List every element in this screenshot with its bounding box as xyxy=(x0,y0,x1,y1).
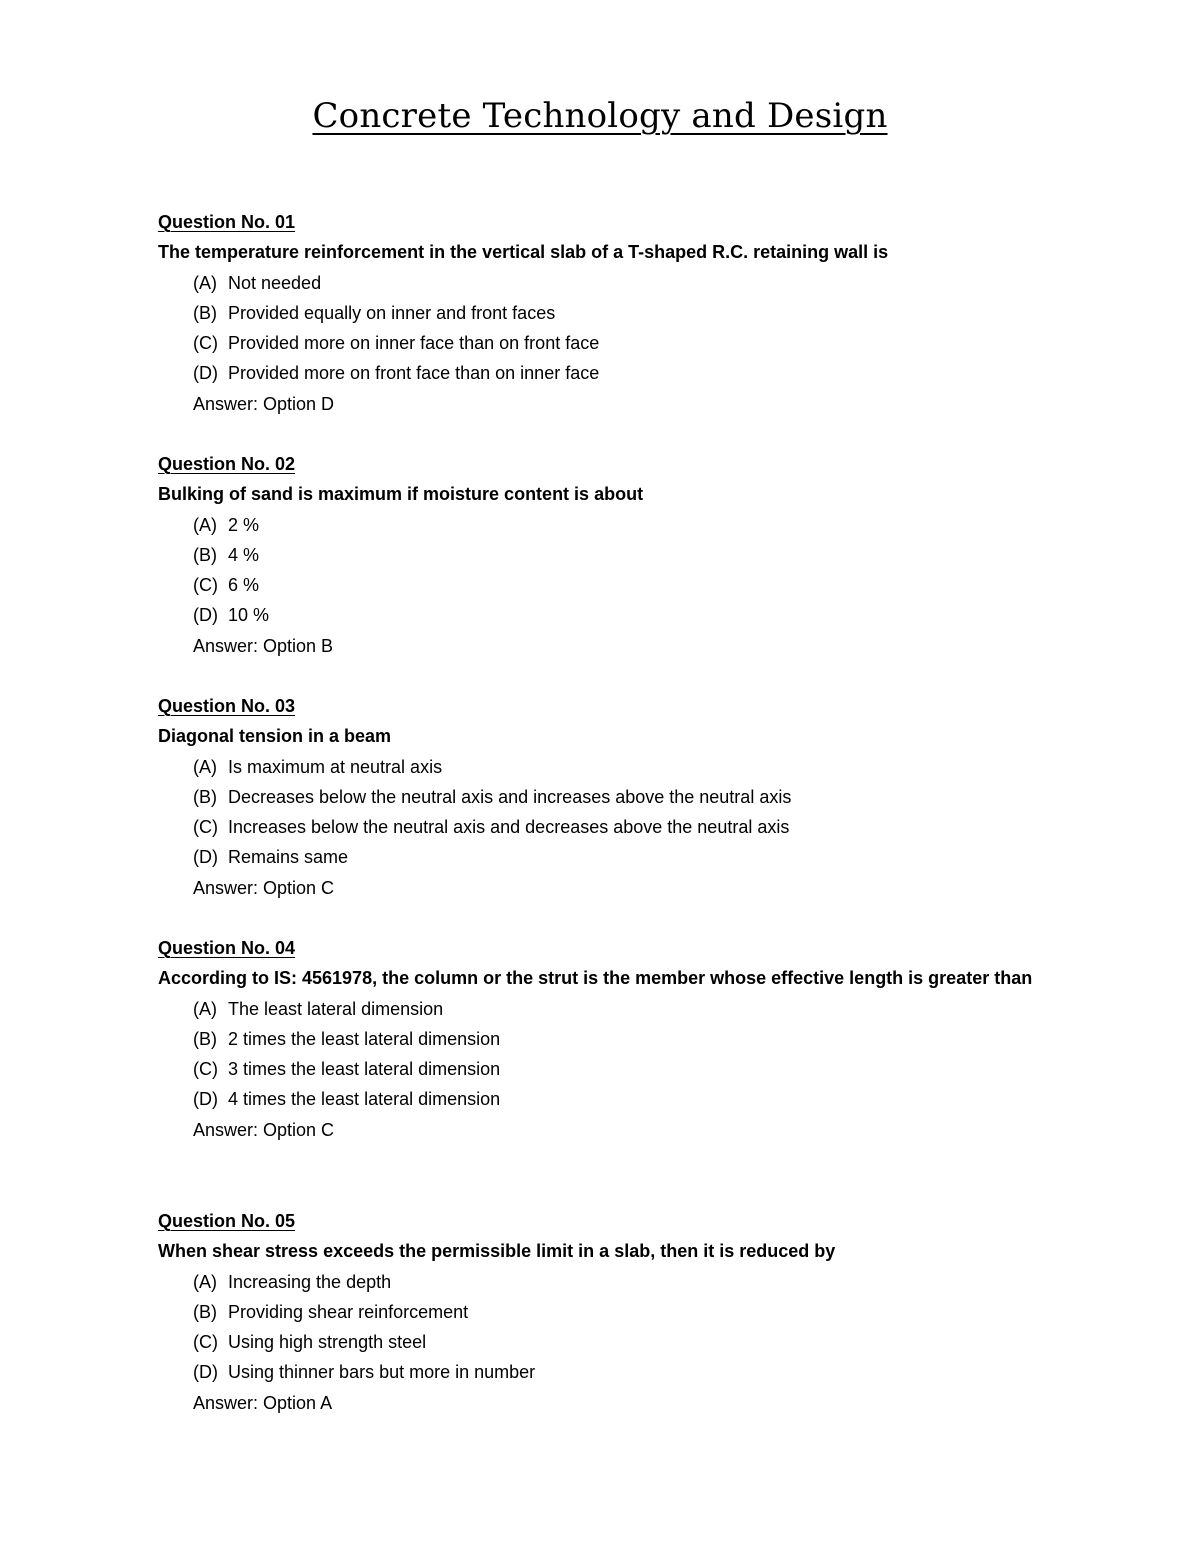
option-text: 10 % xyxy=(228,605,270,626)
option-text: 4 % xyxy=(228,544,260,565)
option-c xyxy=(158,812,1058,842)
answer-line: Answer: Option D xyxy=(193,393,335,414)
question-text: Bulking of sand is maximum if moisture content is about xyxy=(158,484,644,505)
answer-line: Answer: Option C xyxy=(193,877,335,898)
question-text: According to IS: 4561978, the column or the strut is the member whose effective length is greater than xyxy=(158,968,1033,989)
option-text: Increasing the depth xyxy=(228,1271,392,1292)
option-c xyxy=(158,1327,1058,1357)
option-c xyxy=(158,328,1058,358)
option-text: 2 times the least lateral dimension xyxy=(228,1028,501,1049)
question-heading: Question No. 02 xyxy=(158,454,296,474)
option-letter: (D) xyxy=(193,1089,218,1110)
option-text: Is maximum at neutral axis xyxy=(228,756,443,777)
option-a xyxy=(158,752,1058,782)
option-text: Decreases below the neutral axis and increases above the neutral axis xyxy=(228,786,792,807)
option-c xyxy=(158,1054,1058,1084)
option-letter: (C) xyxy=(193,575,218,596)
option-text: Not needed xyxy=(228,272,322,293)
answer-line: Answer: Option A xyxy=(193,1392,333,1413)
option-letter: (C) xyxy=(193,1332,218,1353)
question-block-05 xyxy=(158,1206,1058,1418)
option-text: 6 % xyxy=(228,575,260,596)
option-b xyxy=(158,540,1058,570)
document-title: Concrete Technology and Design xyxy=(312,96,888,136)
option-d xyxy=(158,1084,1058,1114)
answer-line: Answer: Option B xyxy=(193,635,334,656)
option-letter: (A) xyxy=(193,1271,217,1292)
option-letter: (C) xyxy=(193,333,218,354)
option-letter: (D) xyxy=(193,363,218,384)
option-letter: (B) xyxy=(193,1028,217,1049)
option-letter: (C) xyxy=(193,1059,218,1080)
option-text: Using thinner bars but more in number xyxy=(228,1362,536,1383)
option-letter: (A) xyxy=(193,756,217,777)
option-text: Providing shear reinforcement xyxy=(228,1301,469,1322)
option-d xyxy=(158,600,1058,630)
option-letter: (B) xyxy=(193,302,217,323)
option-text: 3 times the least lateral dimension xyxy=(228,1059,501,1080)
option-a xyxy=(158,994,1058,1024)
option-b xyxy=(158,1024,1058,1054)
option-letter: (D) xyxy=(193,605,218,626)
option-letter: (D) xyxy=(193,1362,218,1383)
option-letter: (B) xyxy=(193,786,217,807)
option-letter: (B) xyxy=(193,544,217,565)
option-a xyxy=(158,268,1058,298)
option-letter: (C) xyxy=(193,817,218,838)
question-text: The temperature reinforcement in the vertical slab of a T-shaped R.C. retaining wall is xyxy=(158,242,889,263)
question-heading: Question No. 05 xyxy=(158,1211,296,1231)
option-a xyxy=(158,1267,1058,1297)
question-block-02 xyxy=(158,449,1058,661)
option-letter: (A) xyxy=(193,998,217,1019)
option-letter: (A) xyxy=(193,272,217,293)
question-block-03 xyxy=(158,691,1058,903)
option-a xyxy=(158,510,1058,540)
option-b xyxy=(158,298,1058,328)
option-text: Remains same xyxy=(228,847,349,868)
option-text: The least lateral dimension xyxy=(228,998,444,1019)
question-heading: Question No. 03 xyxy=(158,696,296,716)
question-text: Diagonal tension in a beam xyxy=(158,726,392,747)
option-b xyxy=(158,1297,1058,1327)
option-letter: (A) xyxy=(193,514,217,535)
option-text: 4 times the least lateral dimension xyxy=(228,1089,501,1110)
option-text: Provided equally on inner and front faces xyxy=(228,302,556,323)
option-letter: (D) xyxy=(193,847,218,868)
option-b xyxy=(158,782,1058,812)
option-text: Increases below the neutral axis and decreases above the neutral axis xyxy=(228,817,790,838)
option-d xyxy=(158,842,1058,872)
option-text: Provided more on inner face than on front face xyxy=(228,333,600,354)
question-heading: Question No. 04 xyxy=(158,938,296,958)
question-text: When shear stress exceeds the permissible limit in a slab, then it is reduced by xyxy=(158,1241,836,1262)
option-text: 2 % xyxy=(228,514,260,535)
question-heading: Question No. 01 xyxy=(158,212,296,232)
option-d xyxy=(158,358,1058,388)
option-d xyxy=(158,1357,1058,1387)
option-text: Using high strength steel xyxy=(228,1332,427,1353)
option-c xyxy=(158,570,1058,600)
question-block-01 xyxy=(158,207,1058,419)
option-text: Provided more on front face than on inner face xyxy=(228,363,600,384)
question-block-04 xyxy=(158,933,1058,1145)
option-letter: (B) xyxy=(193,1301,217,1322)
answer-line: Answer: Option C xyxy=(193,1119,335,1140)
